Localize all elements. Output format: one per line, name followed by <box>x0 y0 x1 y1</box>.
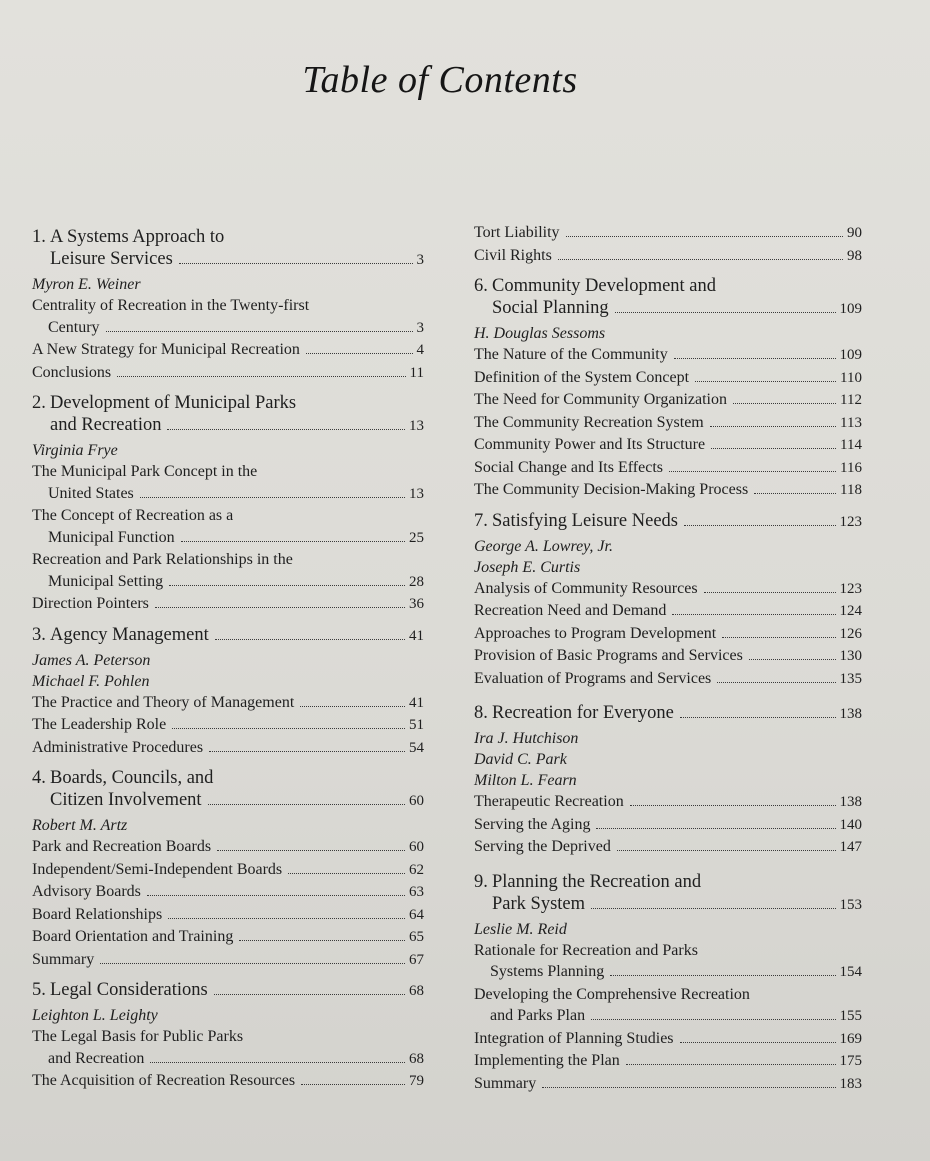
page-number: 13 <box>409 485 424 502</box>
entry-title: Definition of the System Concept <box>474 368 690 386</box>
page-number: 118 <box>840 482 862 498</box>
chapter-author: Milton L. Fearn <box>474 772 577 789</box>
toc-entry <box>474 1028 862 1051</box>
dot-leader <box>288 872 405 874</box>
toc-entry <box>474 836 862 859</box>
toc-chapter-8 <box>474 702 862 725</box>
entry-title: Implementing the Plan <box>474 1052 620 1069</box>
chapter-author: Robert M. Artz <box>32 817 128 834</box>
entry-title: Centrality of Recreation in the Twenty-first <box>32 297 310 314</box>
chapter-title: Agency Management <box>50 624 209 645</box>
toc-entry <box>32 295 424 339</box>
toc-chapter-9 <box>474 871 862 916</box>
chapter-number: 4. <box>32 768 46 788</box>
toc-entry <box>474 600 862 623</box>
page-number: 11 <box>409 364 424 381</box>
dot-leader <box>150 1061 405 1063</box>
page-number: 130 <box>839 648 862 664</box>
entry-title: Independent/Semi-Independent Boards <box>32 860 283 878</box>
toc-entry <box>474 367 862 390</box>
dot-leader <box>615 311 836 313</box>
chapter-author: Leslie M. Reid <box>474 920 567 938</box>
chapter-title: Development of Municipal Parks <box>50 393 297 413</box>
toc-entry <box>32 926 424 949</box>
page-number: 63 <box>409 884 424 900</box>
entry-title: The Concept of Recreation as a <box>32 507 234 524</box>
entry-title: The Nature of the Community <box>474 346 668 363</box>
dot-leader <box>591 1018 835 1020</box>
entry-title: The Practice and Theory of Management <box>32 693 295 711</box>
entry-title: Therapeutic Recreation <box>474 793 624 810</box>
entry-title: Summary <box>32 950 95 968</box>
dot-leader <box>674 357 836 359</box>
toc-column-left <box>32 226 424 1093</box>
dot-leader <box>155 606 405 608</box>
chapter-title: Legal Considerations <box>50 980 208 1000</box>
page-number: 68 <box>409 983 424 999</box>
toc-entry <box>474 578 862 601</box>
toc-chapter-5 <box>32 979 424 1002</box>
chapter-title-cont: Leisure Services <box>50 249 173 269</box>
entry-title: Recreation Need and Demand <box>474 602 667 619</box>
dot-leader <box>209 750 405 752</box>
toc-entry <box>474 344 862 367</box>
toc-entry <box>32 714 424 737</box>
page-number: 68 <box>409 1050 424 1067</box>
page-number: 51 <box>409 717 424 733</box>
dot-leader <box>717 681 835 683</box>
dot-leader <box>749 658 836 660</box>
chapter-title: Boards, Councils, and <box>50 768 214 788</box>
page-title: Table of Contents <box>302 59 578 101</box>
toc-entry <box>474 245 862 268</box>
page-number: 123 <box>839 580 862 597</box>
toc-chapter-7 <box>474 510 862 533</box>
dot-leader <box>617 849 836 851</box>
page-number: 109 <box>839 301 862 317</box>
entry-title: A New Strategy for Municipal Recreation <box>32 341 300 358</box>
entry-title: Conclusions <box>32 363 112 381</box>
toc-entry <box>32 339 424 362</box>
entry-title: Civil Rights <box>474 246 552 264</box>
toc-entry <box>32 949 424 972</box>
dot-leader <box>239 939 405 941</box>
dot-leader <box>100 962 405 964</box>
entry-title: Social Change and Its Effects <box>474 458 663 476</box>
chapter-title-cont: and Recreation <box>50 415 162 435</box>
page-number: 155 <box>839 1008 862 1024</box>
chapter-number: 7. <box>474 510 488 531</box>
page-number: 183 <box>839 1075 862 1092</box>
dot-leader <box>630 804 836 806</box>
page-number: 113 <box>840 414 862 431</box>
entry-title: Tort Liability <box>474 224 560 241</box>
dot-leader <box>558 258 843 260</box>
chapter-number: 6. <box>474 276 488 296</box>
entry-title: Analysis of Community Resources <box>474 579 698 597</box>
entry-title: Developing the Comprehensive Recreation <box>474 985 750 1003</box>
dot-leader <box>672 613 835 615</box>
entry-title: The Acquisition of Recreation Resources <box>32 1072 296 1089</box>
entry-title: Serving the Aging <box>474 815 591 833</box>
page-number: 153 <box>839 896 862 913</box>
toc-entry <box>32 692 424 715</box>
entry-title-cont: Systems Planning <box>490 963 605 980</box>
chapter-author: Leighton L. Leighty <box>32 1007 158 1024</box>
entry-title-cont: United States <box>48 484 134 502</box>
chapter-number: 8. <box>474 703 488 723</box>
toc-entry <box>474 222 862 245</box>
dot-leader <box>168 917 405 919</box>
dot-leader <box>179 262 413 264</box>
toc-entry <box>474 1073 862 1096</box>
entry-title: Evaluation of Programs and Services <box>474 669 712 687</box>
toc-entry <box>474 389 862 412</box>
dot-leader <box>566 235 843 237</box>
page-number: 4 <box>416 342 424 358</box>
entry-title: Direction Pointers <box>32 595 149 612</box>
toc-column-right <box>474 222 862 1095</box>
toc-chapter-1 <box>32 226 424 271</box>
entry-title: Rationale for Recreation and Parks <box>474 941 698 959</box>
toc-entry <box>32 505 424 549</box>
dot-leader <box>591 907 835 909</box>
page-number: 62 <box>409 861 424 878</box>
chapter-author: Virginia Frye <box>32 442 118 459</box>
entry-title: Board Relationships <box>32 905 163 923</box>
dot-leader <box>626 1063 836 1065</box>
entry-title-cont: Municipal Setting <box>48 572 164 590</box>
dot-leader <box>208 803 405 805</box>
entry-title: Integration of Planning Studies <box>474 1029 674 1047</box>
entry-title: Approaches to Program Development <box>474 624 717 642</box>
toc-entry <box>474 814 862 837</box>
dot-leader <box>306 352 413 354</box>
page-number: 79 <box>409 1073 424 1089</box>
page-number: 67 <box>409 951 424 968</box>
entry-title: The Community Recreation System <box>474 413 704 431</box>
chapter-number: 9. <box>474 871 488 892</box>
dot-leader <box>754 492 836 494</box>
dot-leader <box>710 425 836 427</box>
page-number: 90 <box>847 225 862 241</box>
chapter-author: James A. Peterson <box>32 651 151 669</box>
toc-entry <box>474 791 862 814</box>
entry-title: Provision of Basic Programs and Services <box>474 647 743 664</box>
chapter-number: 2. <box>32 393 46 413</box>
entry-title-cont: and Recreation <box>48 1049 145 1067</box>
chapter-number: 5. <box>32 980 46 1000</box>
dot-leader <box>680 1041 836 1043</box>
entry-title: Community Power and Its Structure <box>474 436 706 453</box>
dot-leader <box>610 974 835 976</box>
dot-leader <box>680 716 836 718</box>
page-number: 116 <box>840 459 862 476</box>
dot-leader <box>722 636 835 638</box>
chapter-author: Michael F. Pohlen <box>32 672 150 690</box>
dot-leader <box>301 1083 405 1085</box>
page-number: 138 <box>839 706 862 722</box>
chapter-number: 3. <box>32 624 46 645</box>
entry-title-cont: Municipal Function <box>48 528 175 546</box>
entry-title-cont: Century <box>48 318 100 336</box>
page-number: 54 <box>409 739 424 756</box>
entry-title: Park and Recreation Boards <box>32 838 212 855</box>
page-number: 28 <box>409 573 424 590</box>
entry-title: Serving the Deprived <box>474 838 611 855</box>
entry-title: Recreation and Park Relationships in the <box>32 551 293 568</box>
page-number: 126 <box>839 625 862 642</box>
page-number: 98 <box>847 247 862 264</box>
entry-title: The Municipal Park Concept in the <box>32 463 258 480</box>
toc-entry <box>474 623 862 646</box>
chapter-author: David C. Park <box>474 751 567 768</box>
dot-leader <box>711 447 836 449</box>
toc-entry <box>474 984 862 1028</box>
chapter-author: Ira J. Hutchison <box>474 730 579 747</box>
toc-entry <box>32 549 424 593</box>
chapter-number: 1. <box>32 227 46 247</box>
toc-entry <box>32 881 424 904</box>
dot-leader <box>214 993 405 995</box>
page-number: 25 <box>409 529 424 546</box>
entry-title: Advisory Boards <box>32 883 141 900</box>
entry-title: Summary <box>474 1074 537 1092</box>
dot-leader <box>181 540 405 542</box>
toc-entry <box>474 645 862 668</box>
toc-entry <box>474 457 862 480</box>
page-number: 123 <box>839 513 862 530</box>
chapter-title-cont: Park System <box>492 893 586 914</box>
dot-leader <box>117 375 405 377</box>
toc-entry <box>32 836 424 859</box>
dot-leader <box>169 584 405 586</box>
chapter-title-cont: Social Planning <box>492 298 609 318</box>
toc-entry <box>474 940 862 984</box>
chapter-author: Joseph E. Curtis <box>474 558 581 576</box>
page-number: 41 <box>409 627 424 644</box>
chapter-title: Satisfying Leisure Needs <box>492 510 678 531</box>
toc-entry <box>32 904 424 927</box>
toc-chapter-6 <box>474 275 862 320</box>
entry-title: The Legal Basis for Public Parks <box>32 1028 244 1045</box>
chapter-title: Recreation for Everyone <box>492 703 674 723</box>
page-number: 175 <box>839 1053 862 1069</box>
toc-entry <box>474 668 862 691</box>
chapter-title: Community Development and <box>492 276 717 296</box>
dot-leader <box>215 638 405 640</box>
dot-leader <box>733 402 836 404</box>
dot-leader <box>300 705 405 707</box>
toc-entry <box>474 412 862 435</box>
page-number: 41 <box>409 694 424 711</box>
dot-leader <box>704 591 836 593</box>
dot-leader <box>172 727 405 729</box>
page-number: 140 <box>839 816 862 833</box>
dot-leader <box>167 428 405 430</box>
page-number: 36 <box>409 596 424 612</box>
page-number: 135 <box>839 670 862 687</box>
chapter-title: A Systems Approach to <box>50 227 225 247</box>
toc-entry <box>32 737 424 760</box>
entry-title-cont: and Parks Plan <box>490 1007 586 1024</box>
page-number: 138 <box>839 794 862 810</box>
entry-title: Board Orientation and Training <box>32 928 234 945</box>
page-number: 147 <box>839 839 862 855</box>
page-number: 109 <box>839 347 862 363</box>
toc-entry <box>474 479 862 502</box>
page-number: 154 <box>839 964 862 980</box>
page-number: 124 <box>839 603 862 619</box>
chapter-title-cont: Citizen Involvement <box>50 790 202 810</box>
entry-title: The Leadership Role <box>32 716 167 733</box>
toc-entry <box>32 859 424 882</box>
dot-leader <box>684 524 836 526</box>
toc-entry <box>32 1070 424 1093</box>
toc-chapter-2 <box>32 392 424 437</box>
dot-leader <box>596 827 835 829</box>
page-number: 3 <box>416 319 424 336</box>
dot-leader <box>669 470 836 472</box>
chapter-author: George A. Lowrey, Jr. <box>474 537 613 555</box>
chapter-author: H. Douglas Sessoms <box>474 325 606 342</box>
toc-entry <box>32 362 424 385</box>
toc-chapter-3 <box>32 624 424 647</box>
dot-leader <box>695 380 836 382</box>
page-number: 60 <box>409 793 424 809</box>
page-number: 13 <box>409 418 424 434</box>
page-number: 112 <box>840 392 862 408</box>
toc-entry <box>474 434 862 457</box>
toc-entry <box>32 461 424 505</box>
toc-entry <box>474 1050 862 1073</box>
dot-leader <box>140 496 405 498</box>
chapter-author: Myron E. Weiner <box>32 276 141 293</box>
toc-entry <box>32 1026 424 1070</box>
page-number: 64 <box>409 906 424 923</box>
toc-entry <box>32 593 424 616</box>
entry-title: Administrative Procedures <box>32 738 204 756</box>
entry-title: The Community Decision-Making Process <box>474 481 749 498</box>
dot-leader <box>147 894 405 896</box>
dot-leader <box>217 849 405 851</box>
page-number: 169 <box>839 1030 862 1047</box>
dot-leader <box>106 330 413 332</box>
chapter-title: Planning the Recreation and <box>492 871 702 892</box>
page-number: 60 <box>409 839 424 855</box>
toc-chapter-4 <box>32 767 424 812</box>
page-number: 114 <box>840 437 862 453</box>
page-number: 65 <box>409 929 424 945</box>
page-number: 110 <box>840 369 862 386</box>
dot-leader <box>542 1086 835 1088</box>
page-number: 3 <box>416 252 424 268</box>
entry-title: The Need for Community Organization <box>474 391 727 408</box>
